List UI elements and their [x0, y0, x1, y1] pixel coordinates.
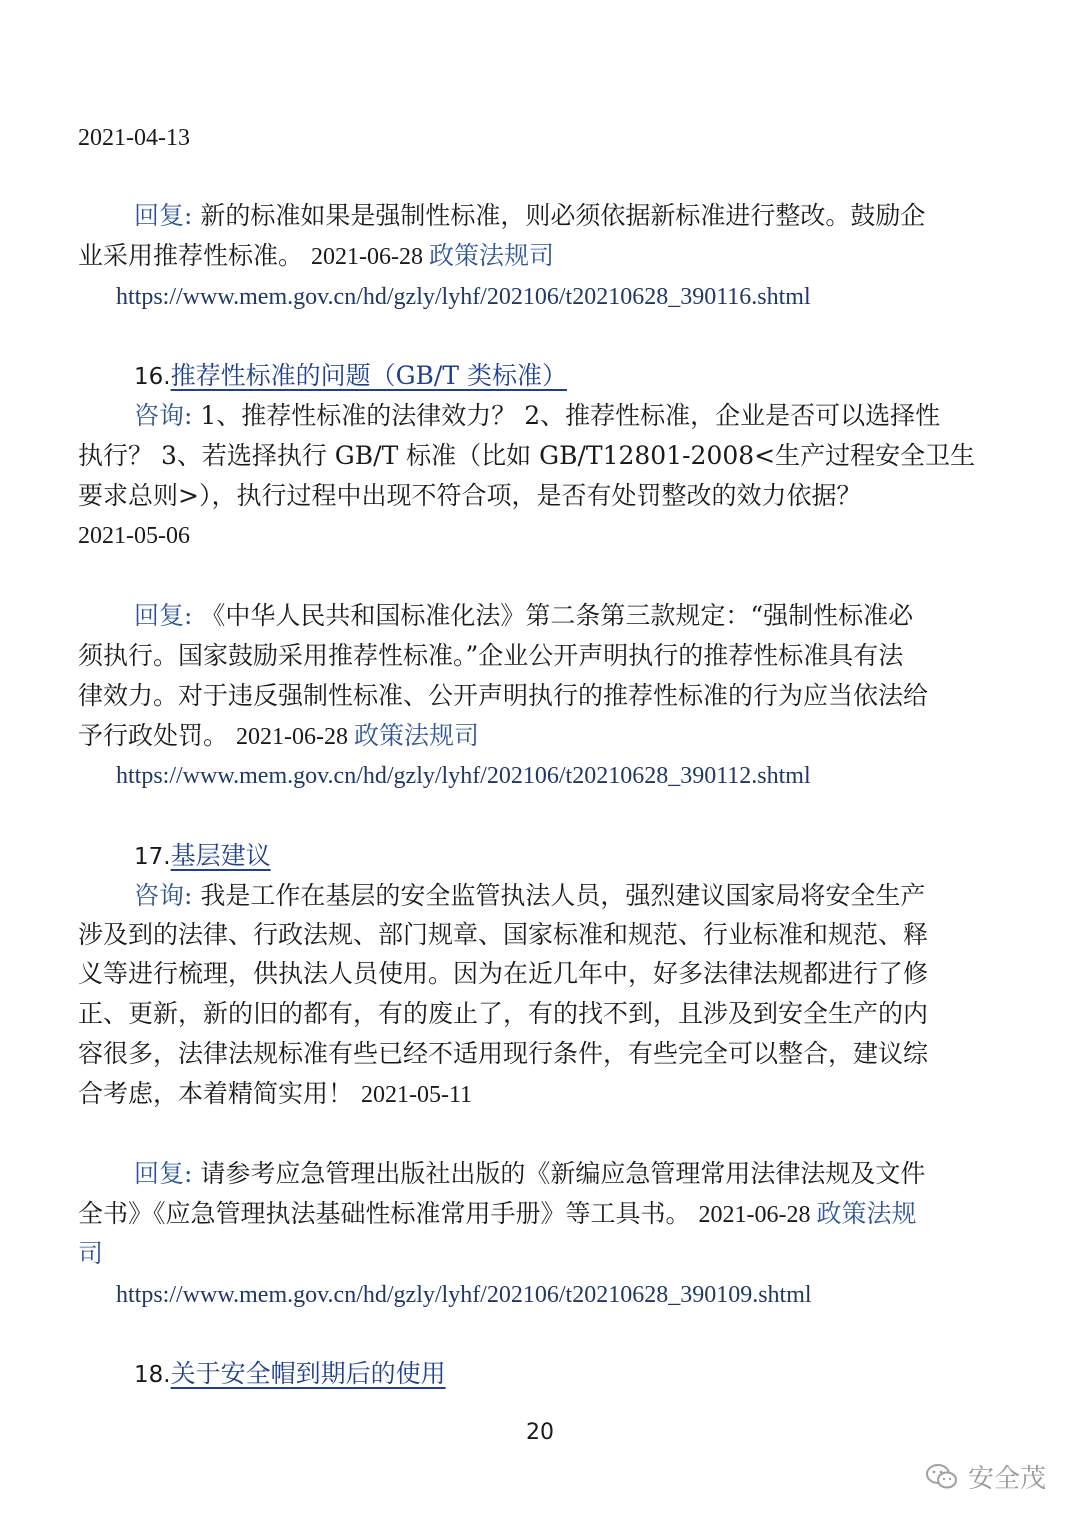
- reply-line: [78, 716, 479, 757]
- reply-line: [78, 1234, 103, 1274]
- source-url[interactable]: https://www.mem.gov.cn/hd/gzly/lyhf/202106/t20210628_390112.shtml: [116, 763, 811, 789]
- item-number: 16.: [134, 364, 171, 390]
- item-title-link[interactable]: 基层建议: [170, 841, 271, 870]
- reply-department: 司: [78, 1239, 104, 1268]
- reply-department: 政策法规司: [428, 241, 554, 270]
- question-date: 2021-04-13: [78, 125, 190, 151]
- reply-label: 回复:: [134, 601, 193, 630]
- reply-text: 《中华人民共和国标准化法》第二条第三款规定：“强制性标准必: [192, 601, 914, 630]
- reply-line: [78, 1194, 916, 1235]
- question-line: 正、更新，新的旧的都有，有的废止了，有的找不到，且涉及到安全生产的内: [78, 999, 929, 1028]
- question-label: 咨询:: [134, 401, 193, 430]
- reply-line: [134, 1154, 925, 1194]
- reply-text: 予行政处罚。: [78, 721, 236, 750]
- source-url[interactable]: https://www.mem.gov.cn/hd/gzly/lyhf/202106/t20210628_390109.shtml: [116, 1282, 812, 1308]
- question-line: [78, 1074, 472, 1115]
- reply-line: 须执行。国家鼓励采用推荐性标准。”企业公开声明执行的推荐性标准具有法: [78, 641, 904, 670]
- question-text: 我是工作在基层的安全监管执法人员，强烈建议国家局将安全生产: [192, 881, 926, 910]
- wechat-icon: [926, 1463, 958, 1491]
- question-label: 咨询:: [134, 881, 193, 910]
- reply-text: 全书》《应急管理执法基础性标准常用手册》等工具书。: [78, 1199, 699, 1228]
- question-line: 要求总则>），执行过程中出现不符合项，是否有处罚整改的效力依据？: [78, 481, 862, 510]
- reply-line: [78, 236, 554, 277]
- question-line: [134, 396, 940, 436]
- question-line: [134, 876, 925, 916]
- reply-text: 新的标准如果是强制性标准，则必须依据新标准进行整改。鼓励企: [192, 201, 926, 230]
- question-text: 1、推荐性标准的法律效力？ 2、推荐性标准，企业是否可以选择性: [192, 401, 941, 430]
- source-url[interactable]: https://www.mem.gov.cn/hd/gzly/lyhf/202106/t20210628_390116.shtml: [116, 284, 811, 310]
- reply-date: 2021-06-28: [310, 244, 429, 270]
- question-line: 义等进行梳理，供执法人员使用。因为在近几年中，好多法律法规都进行了修: [78, 959, 929, 988]
- item-title-link[interactable]: 关于安全帽到期后的使用: [170, 1359, 446, 1388]
- item-heading-18: [134, 1354, 466, 1395]
- reply-date: 2021-06-28: [698, 1202, 817, 1228]
- reply-line: [134, 196, 925, 236]
- reply-date: 2021-06-28: [235, 724, 354, 750]
- item-heading-16: [134, 356, 587, 397]
- item-number: 18.: [134, 1362, 171, 1388]
- reply-department: 政策法规: [816, 1199, 917, 1228]
- question-date: 2021-05-11: [360, 1082, 473, 1108]
- reply-department: 政策法规司: [353, 721, 479, 750]
- reply-label: 回复:: [134, 201, 193, 230]
- reply-line: [134, 596, 913, 636]
- reply-line: 律效力。对于违反强制性标准、公开声明执行的推荐性标准的行为应当依法给: [78, 681, 929, 710]
- page-number: 20: [526, 1420, 554, 1445]
- question-date: 2021-05-06: [78, 523, 190, 549]
- question-line: 容很多，法律法规标准有些已经不适用现行条件，有些完全可以整合，建议综: [78, 1039, 929, 1068]
- question-line: 涉及到的法律、行政法规、部门规章、国家标准和规范、行业标准和规范、释: [78, 920, 929, 949]
- question-text: 合考虑，本着精简实用！: [78, 1079, 361, 1108]
- item-title-link[interactable]: 推荐性标准的问题（GB/T 类标准）: [170, 361, 567, 390]
- question-line: 执行？ 3、若选择执行 GB/T 标准（比如 GB/T12801-2008<生产过程安全卫生: [78, 441, 976, 470]
- item-number: 17.: [134, 844, 171, 870]
- item-heading-17: [134, 836, 291, 877]
- reply-text: 请参考应急管理出版社出版的《新编应急管理常用法律法规及文件: [192, 1159, 926, 1188]
- watermark-text: 安全茂: [967, 1464, 1046, 1494]
- reply-text: 业采用推荐性标准。: [78, 241, 311, 270]
- reply-label: 回复:: [134, 1159, 193, 1188]
- watermark: [926, 1458, 1046, 1495]
